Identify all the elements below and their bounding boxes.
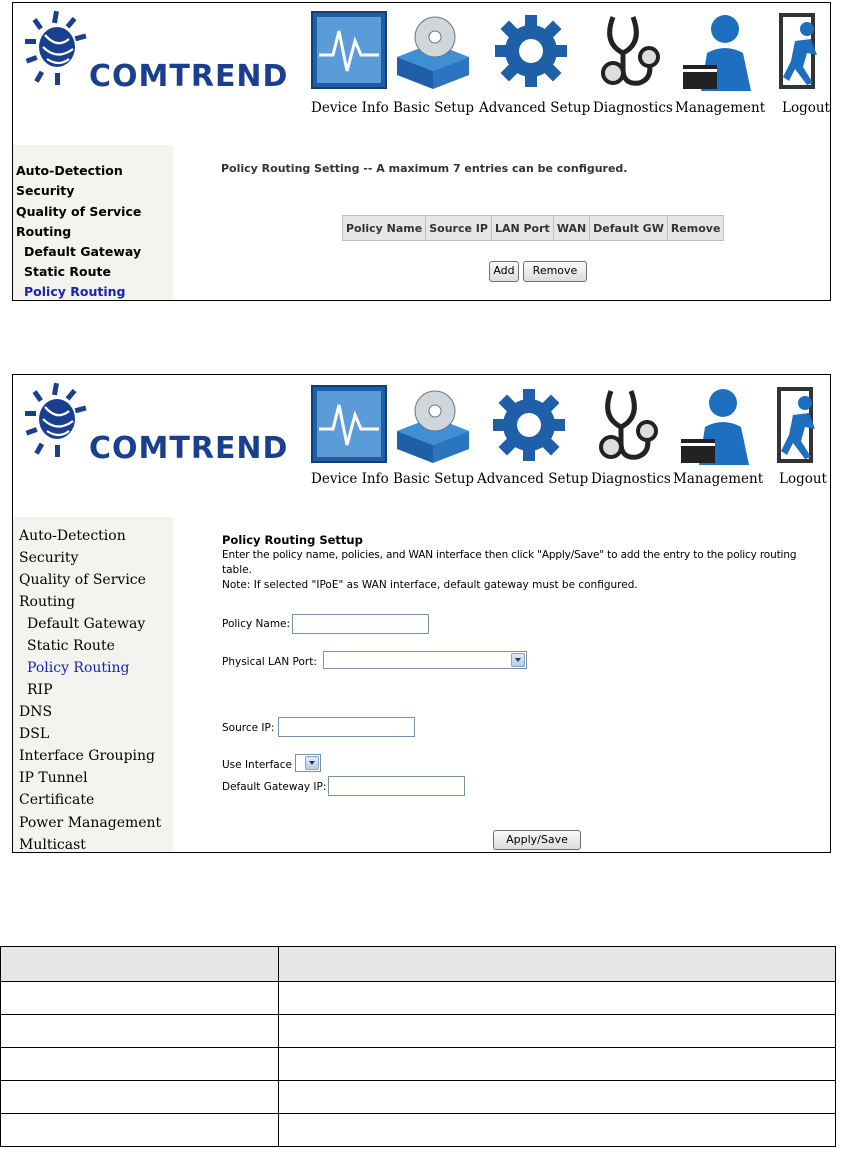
lan-port-select[interactable] — [323, 651, 527, 669]
default-gateway-input[interactable] — [328, 776, 465, 796]
sidebar-item-security[interactable]: Security — [16, 183, 75, 198]
sidebar-item-default-gateway[interactable]: Default Gateway — [24, 244, 142, 259]
intro-text: Enter the policy name, policies, and WAN interface then click "Apply/Save" to add the entry to the policy routing — [222, 549, 797, 561]
logout-icon — [775, 385, 823, 469]
column-header: Policy Name — [343, 216, 426, 241]
chevron-down-icon — [511, 653, 525, 667]
sidebar-item-dsl[interactable]: DSL — [19, 726, 50, 742]
sidebar-item-multicast[interactable]: Multicast — [19, 837, 86, 853]
device-info-icon — [311, 11, 387, 93]
table-row — [1, 1114, 836, 1147]
table-row — [1, 1048, 836, 1081]
sidebar-item-policy-routing[interactable]: Policy Routing — [24, 284, 126, 299]
policy-routing-heading: Policy Routing Setting -- A maximum 7 entries can be configured. — [221, 162, 628, 175]
use-interface-select[interactable] — [295, 754, 321, 772]
source-ip-label: Source IP: — [222, 722, 275, 734]
nav-logout[interactable]: Logout — [775, 11, 827, 121]
table-cell — [279, 1048, 836, 1081]
nav-management[interactable]: Management — [673, 385, 763, 495]
table-cell — [1, 1015, 279, 1048]
diagnostics-icon — [597, 387, 659, 469]
table-cell — [279, 982, 836, 1015]
logout-icon — [777, 11, 825, 95]
management-icon — [683, 13, 755, 95]
table-cell — [279, 1081, 836, 1114]
page-title: Policy Routing Settup — [222, 533, 363, 547]
sidebar-item-static-route[interactable]: Static Route — [24, 264, 111, 279]
default-gateway-label: Default Gateway IP: — [222, 781, 327, 793]
nav-device-info[interactable]: Device Info — [309, 11, 389, 121]
sidebar — [13, 517, 173, 853]
lan-port-label: Physical LAN Port: — [222, 656, 317, 668]
device-info-icon — [311, 385, 387, 467]
nav-diagnostics[interactable]: Diagnostics — [591, 385, 669, 495]
sidebar-item-dns[interactable]: DNS — [19, 704, 53, 720]
note-text: Note: If selected "IPoE" as WAN interface, default gateway must be configured. — [222, 579, 638, 591]
intro-text-cont: table. — [222, 564, 252, 576]
management-icon — [681, 387, 753, 469]
sidebar-item-qos[interactable]: Quality of Service — [19, 572, 146, 588]
brand-name: COMTREND — [89, 59, 289, 94]
apply-save-button[interactable]: Apply/Save — [493, 830, 581, 850]
column-header: Remove — [667, 216, 724, 241]
advanced-setup-icon — [491, 387, 569, 467]
table-header-row — [343, 216, 724, 241]
table-cell — [279, 1114, 836, 1147]
table-cell — [279, 1015, 836, 1048]
policy-name-input[interactable] — [292, 614, 429, 634]
nav-management[interactable]: Management — [675, 11, 765, 121]
table-row — [1, 1081, 836, 1114]
column-header: Default GW — [590, 216, 668, 241]
sidebar — [13, 145, 173, 301]
header — [13, 3, 830, 143]
nav-advanced-setup[interactable]: Advanced Setup — [479, 11, 589, 121]
table-row — [1, 982, 836, 1015]
table-cell — [1, 1048, 279, 1081]
comtrend-logo — [23, 381, 93, 465]
header — [13, 375, 830, 517]
sidebar-item-security[interactable]: Security — [19, 550, 79, 566]
sidebar-item-ip-tunnel[interactable]: IP Tunnel — [19, 770, 88, 786]
nav-device-info[interactable]: Device Info — [309, 385, 389, 495]
nav-basic-setup[interactable]: Basic Setup — [391, 11, 475, 121]
column-header: WAN — [553, 216, 589, 241]
add-button[interactable]: Add — [489, 261, 519, 282]
basic-setup-icon — [395, 387, 471, 467]
nav-basic-setup[interactable]: Basic Setup — [391, 385, 475, 495]
table-cell — [1, 1081, 279, 1114]
sidebar-item-routing[interactable]: Routing — [19, 594, 76, 610]
table-cell — [1, 982, 279, 1015]
column-header: LAN Port — [491, 216, 553, 241]
remove-button[interactable]: Remove — [523, 261, 587, 282]
diagnostics-icon — [599, 13, 661, 95]
table-cell — [1, 1114, 279, 1147]
sidebar-item-auto-detection[interactable]: Auto-Detection — [19, 528, 126, 544]
nav-logout[interactable]: Logout — [773, 385, 825, 495]
sidebar-item-rip[interactable]: RIP — [27, 682, 53, 698]
sidebar-item-policy-routing[interactable]: Policy Routing — [27, 660, 130, 676]
sidebar-item-default-gateway[interactable]: Default Gateway — [27, 616, 146, 632]
option-description-table — [0, 946, 836, 1147]
chevron-down-icon — [305, 756, 319, 770]
basic-setup-icon — [395, 13, 471, 93]
policy-name-label: Policy Name: — [222, 618, 291, 630]
column-header: Source IP — [426, 216, 492, 241]
source-ip-input[interactable] — [278, 717, 415, 737]
sidebar-item-qos[interactable]: Quality of Service — [16, 204, 142, 219]
policy-routing-list-screen — [12, 2, 831, 301]
sidebar-item-routing[interactable]: Routing — [16, 224, 72, 239]
table-header-row — [1, 947, 836, 982]
sidebar-item-static-route[interactable]: Static Route — [27, 638, 115, 654]
sidebar-item-certificate[interactable]: Certificate — [19, 792, 95, 808]
nav-diagnostics[interactable]: Diagnostics — [593, 11, 671, 121]
use-interface-label: Use Interface — [222, 759, 292, 771]
sidebar-item-interface-grouping[interactable]: Interface Grouping — [19, 748, 155, 764]
brand-name: COMTREND — [89, 431, 289, 466]
table-header-cell — [279, 947, 836, 982]
nav-advanced-setup[interactable]: Advanced Setup — [477, 385, 587, 495]
sidebar-item-power-management[interactable]: Power Management — [19, 815, 162, 831]
sidebar-item-auto-detection[interactable]: Auto-Detection — [16, 163, 123, 178]
policy-routing-table — [342, 215, 724, 241]
comtrend-logo — [23, 9, 93, 93]
table-row — [1, 1015, 836, 1048]
policy-routing-setup-screen — [12, 374, 831, 853]
advanced-setup-icon — [493, 13, 571, 93]
table-header-cell — [1, 947, 279, 982]
